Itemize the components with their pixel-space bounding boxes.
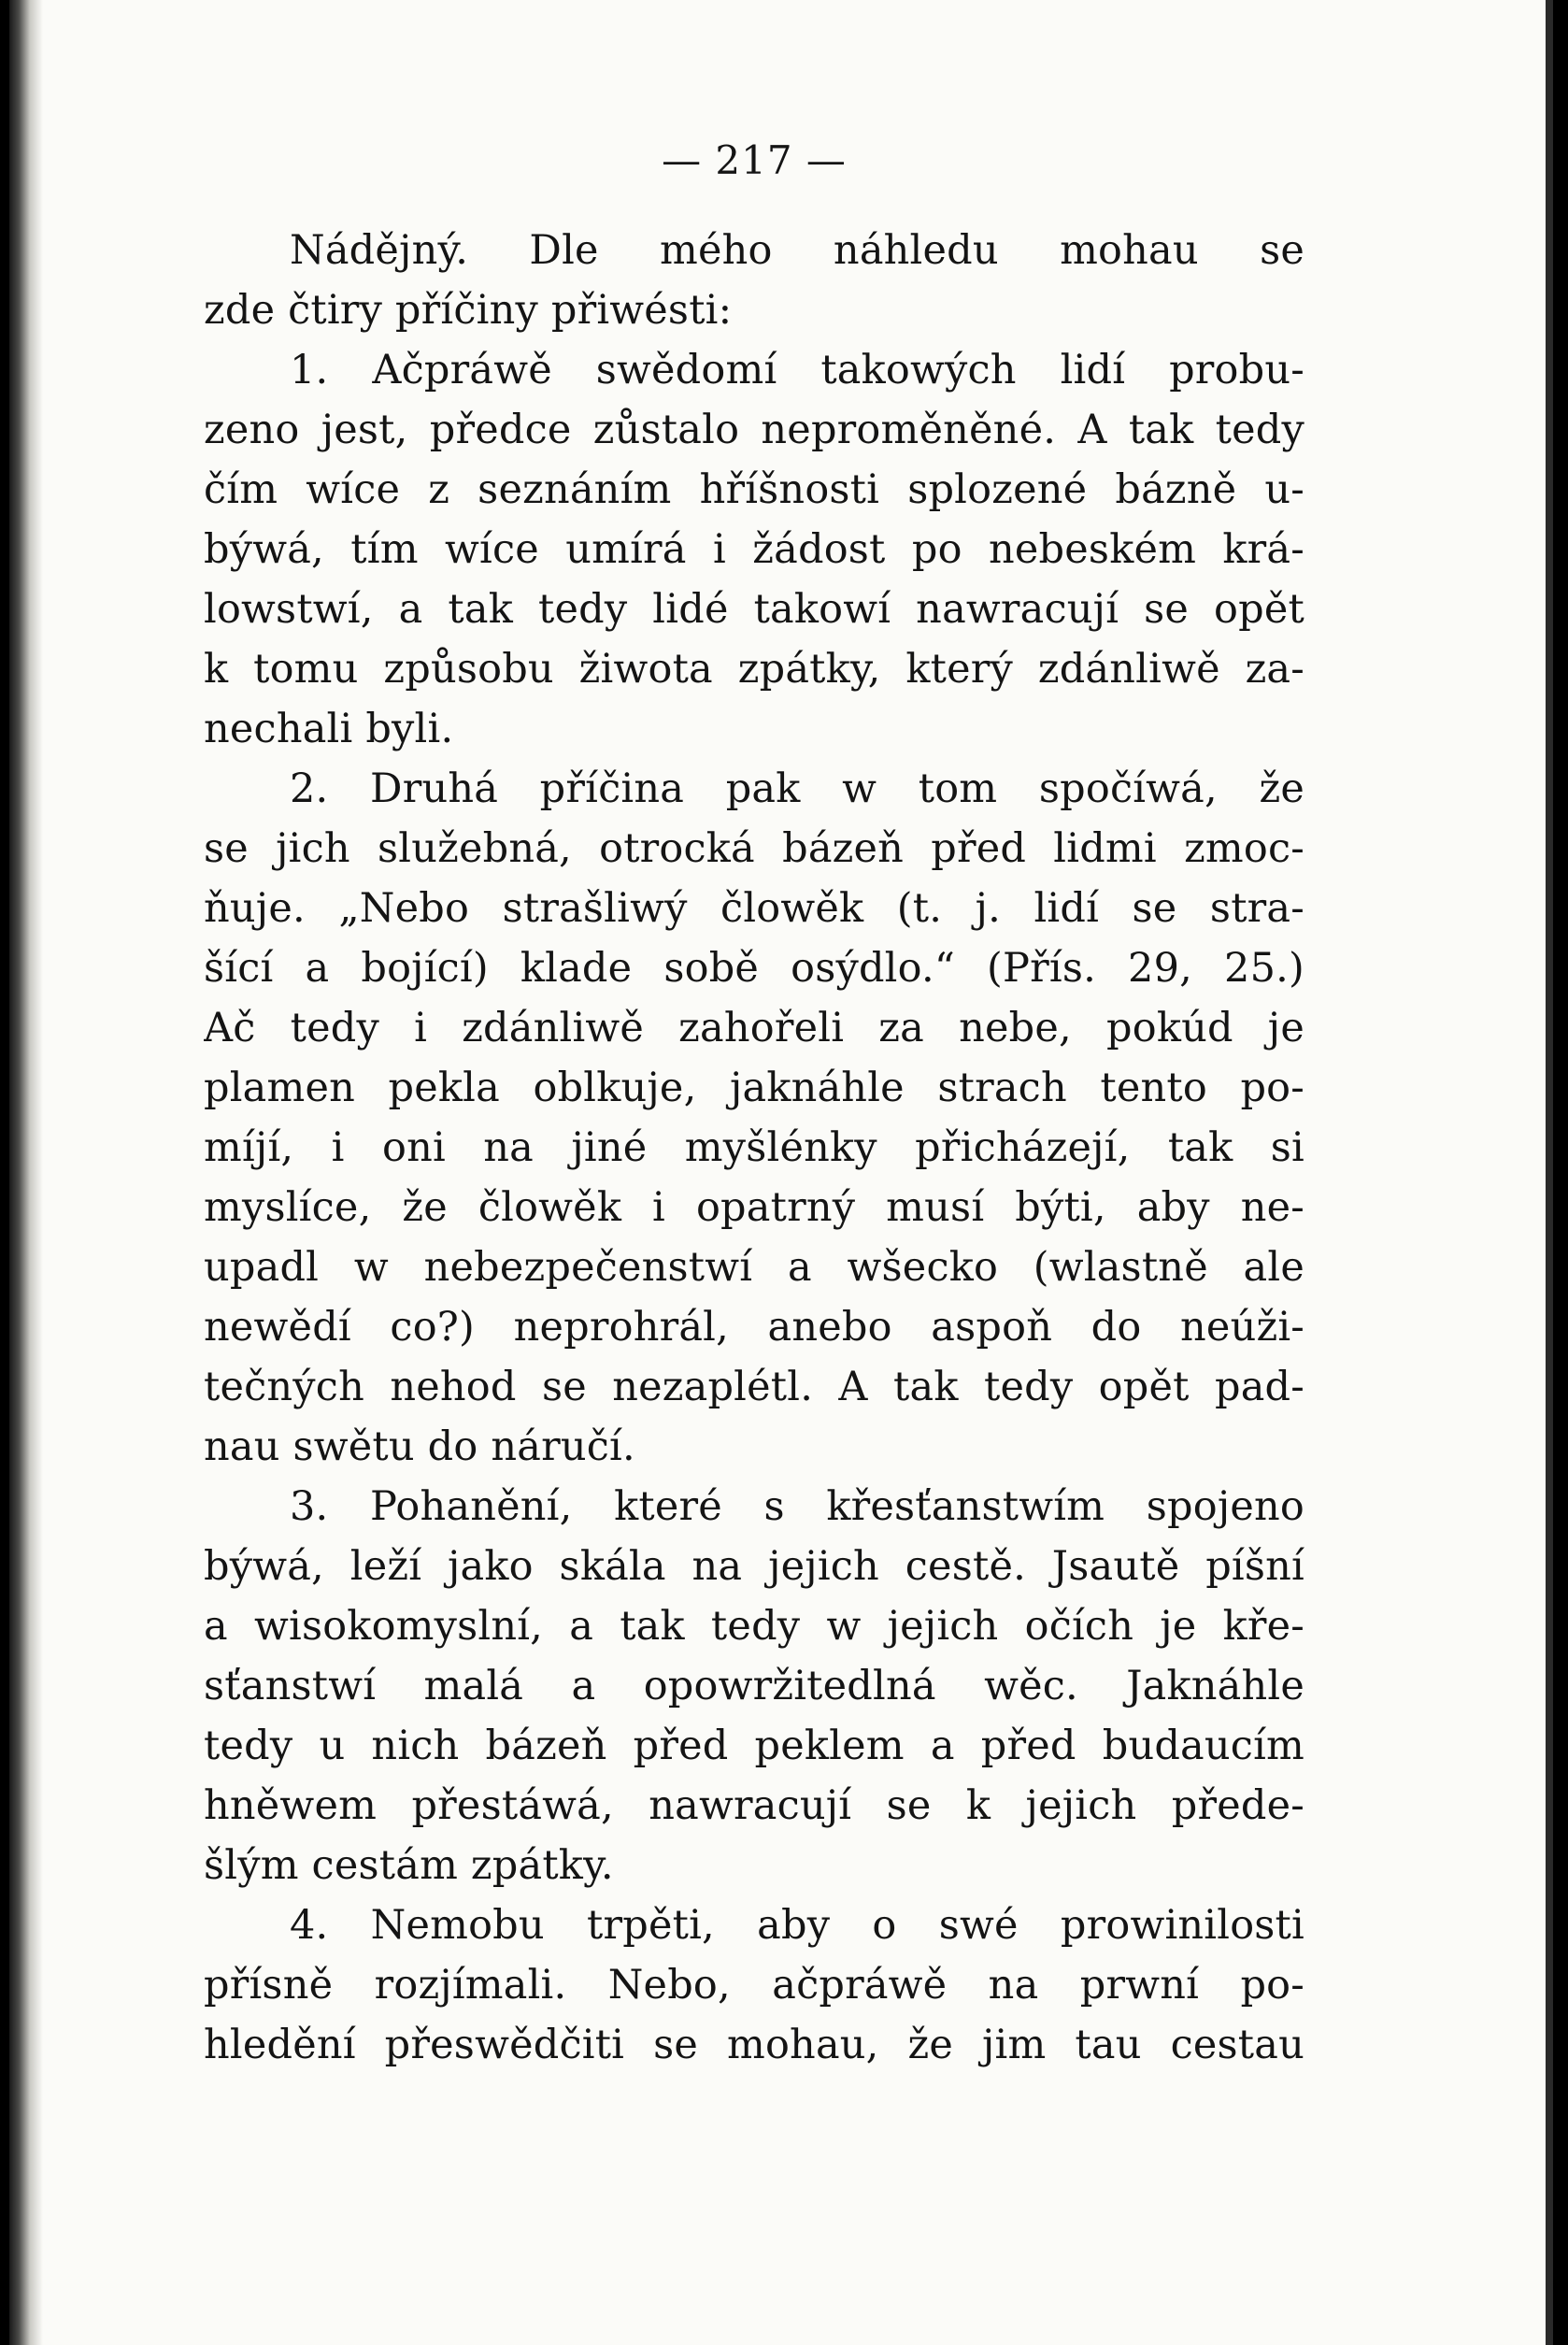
text-line: tečných nehod se nezaplétl. A tak tedy opět pad- [204, 1364, 1304, 1410]
text-line: nechali byli. [204, 706, 454, 752]
text-line: zeno jest, předce zůstalo neproměněné. A tak tedy [204, 407, 1304, 453]
page-binding-edge [9, 0, 43, 2345]
body-text [204, 221, 1304, 2075]
text-line: býwá, tím wíce umírá i žádost po nebeském krá- [204, 526, 1304, 573]
page-number-header: — 217 — [662, 137, 847, 183]
text-line: plamen pekla oblkuje, jaknáhle strach tento po- [204, 1065, 1304, 1111]
text-line: 4. Nemobu trpěti, aby o swé prowinilosti [290, 1902, 1304, 1949]
text-line: myslíce, že člowěk i opatrný musí býti, aby ne- [204, 1184, 1304, 1231]
text-line: šící a bojící) klade sobě osýdlo.“ (Přís. 29, 25.) [204, 945, 1304, 992]
text-line: se jich služebná, otrocká bázeň před lidmi zmoc- [204, 825, 1304, 872]
page-right-edge [1546, 0, 1553, 2345]
text-line: 1. Ačpráwě swědomí takowých lidí probu- [290, 347, 1304, 393]
text-line: k tomu způsobu žiwota zpátky, který zdánliwě za- [204, 646, 1304, 693]
text-line: 3. Pohanění, které s křesťanstwím spojeno [290, 1483, 1304, 1530]
book-page [9, 0, 1553, 2345]
text-line: upadl w nebezpečenstwí a wšecko (wlastně ale [204, 1244, 1304, 1291]
text-line: ňuje. „Nebo strašliwý člowěk (t. j. lidí se stra- [204, 885, 1304, 932]
text-line: Ač tedy i zdánliwě zahořeli za nebe, pokúd je [204, 1005, 1304, 1051]
text-line: býwá, leží jako skála na jejich cestě. Jsautě píšní [204, 1543, 1304, 1590]
text-line: zde čtiry příčiny přiwésti: [204, 287, 733, 334]
text-line: newědí co?) neprohrál, anebo aspoň do neúži- [204, 1304, 1304, 1351]
text-line: a wisokomyslní, a tak tedy w jejich očích je kře- [204, 1603, 1304, 1650]
text-line: přísně rozjímali. Nebo, ačpráwě na prwní po- [204, 1962, 1304, 2009]
text-line: Nádějný. Dle mého náhledu mohau se [290, 227, 1304, 274]
text-line: tedy u nich bázeň před peklem a před budaucím [204, 1723, 1304, 1769]
text-line: hledění přeswědčiti se mohau, že jim tau cestau [204, 2022, 1304, 2068]
text-line: čím wíce z seznáním hříšnosti splozené bázně u- [204, 466, 1304, 513]
page-text-block [204, 131, 1304, 2075]
text-line: šlým cestám zpátky. [204, 1842, 614, 1889]
text-line: míjí, i oni na jiné myšlénky přicházejí, tak si [204, 1124, 1304, 1171]
text-line: 2. Druhá příčina pak w tom spočíwá, že [290, 765, 1304, 812]
text-line: hněwem přestáwá, nawracují se k jejich přede- [204, 1782, 1304, 1829]
text-line: sťanstwí malá a opowržitedlná wěc. Jaknáhle [204, 1663, 1304, 1709]
text-line: nau swětu do náručí. [204, 1423, 635, 1470]
text-line: lowstwí, a tak tedy lidé takowí nawracují se opět [204, 586, 1304, 633]
